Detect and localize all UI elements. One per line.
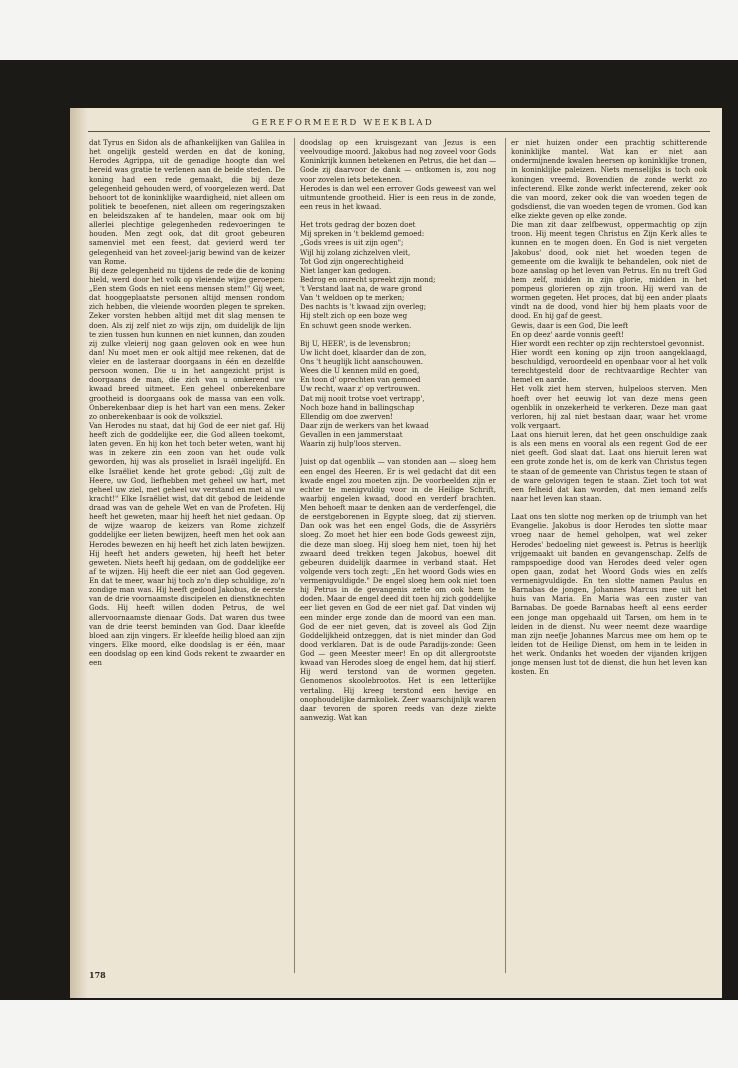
column-1-text: dat Tyrus en Sidon als de afhankelijken van Galilea in het ongelijk gesteld werden en dat de koning, Herodes Agrippa, uit de genadige hoogte dan wel bereid was gratie te verlenen aan de beide steden. De koning had een rede gemaakt, die bij deze gelegenheid gehouden werd, of voorgelezen werd. Dat behoort tot de koninklijke waardigheid, niet alleen om politiek te beoefenen, niet alleen om regeringszaken en beleidszaken af te handelen, maar ook om bij allerlei plechtige gelegenheden redevoeringen te houden. Men zegt ook, dat dit groot gebeuren samenviel met een feest, dat gevierd werd ter gelegenheid van het zoveel-jarig bewind van de keizer van Rome. Bij deze gelegenheid nu tijdens de rede die de koning hield, werd door het volk op vleiende wijze geroepen: „Een stem Gods en niet eens mensen stem!" Gij weet, dat hooggeplaatste personen altijd mensen rondom zich hebben, die vleiende woorden plegen te spreken. Zeker vorsten hebben altijd met dit slag mensen te doen. Als zij zelf niet zo wijs zijn, om duidelijk de lijn te zien tussen hun kunnen en niet kunnen, dan zouden zij zulke vleierij nog gaan geloven ook en wee hun dan! Nu moet men er ook altijd mee rekenen, dat de vleier en de lasteraar doorgaans in één en dezelfde persoon wonen. Die u in het aangezicht prijst is doorgaans de man, die zich van u omkerend uw kwaad breed uitmeet. Een geheel onberekenbare grootheid is doorgaans ook de massa van een volk. Onberekenbaar diep is het hart van een mens. Zeker zo onberekenbaar is ook de volksziel. Van Herodes nu staat, dat hij God de eer niet gaf. Hij heeft zich de goddelijke eer, die God alleen toekomt, laten geven. En hij kon het toch beter weten, want hij was in zekere zin een zoon van het oude volk geworden, hij was als proseliet in Israël ingelijfd. En elke Israëliet kende het grote gebod: „Gij zult de Heere, uw God, liefhebben met geheel uw hart, met geheel uw ziel, met geheel uw verstand en met al uw kracht!" Elke Israëliet wist, dat dit gebod de leidende draad was van de gehele Wet en van de Profeten. Hij heeft het geweten, maar hij heeft het niet gedaan. Op de wijze waarop de keizers van Rome zichzelf goddelijke eer lieten bewijzen, heeft men het ook aan Herodes bewezen en hij heeft het zich laten bewijzen. Hij heeft het anders geweten, hij heeft het beter geweten. Niets heeft hij gedaan, om de goddelijke eer af te wijzen. Hij heeft die eer niet aan God gegeven. En dat te meer, waar hij toch zo'n diep schuldige, zo'n zondige man was. Hij heeft gedood Jakobus, de eerste van de drie voornaamste discipelen en dienstknechten Gods. Hij heeft willen doden Petrus, de wel allervoornaamste dienaar Gods. Dat waren dus twee van de drie teerst beminden van God. Daar kleefde bloed aan zijn vingers. Er kleefde heilig bloed aan zijn vingers. Elke moord, elke doodslag is er één, maar een doodslag op een kind Gods rekent te zwaarder en een [89, 138, 285, 668]
column-divider [505, 138, 506, 973]
text-column-1 [89, 138, 285, 973]
column-3-text: er niet huizen onder een prachtig schitterende koninklijke mantel. Wat kan er niet aan ondermijnende kwalen heersen op koninklijke tronen, in koninklijke paleizen. Niets menselijks is toch ook koningen vreemd. Bovendien de zonde werkt zo infecterend. Elke zonde werkt infecterend, zeker ook die van moord, zeker ook die van woeden tegen de godsdienst, die van woeden tegen de vromen. God kan elke ziekte geven op elke zonde. Die man zit daar zelfbewust, oppermachtig op zijn troon. Hij meent tegen Christus en Zijn Kerk alles te kunnen en te mogen doen. En God is niet vergeten Jakobus' dood, ook niet het woeden tegen de gemeente om die kwalijk te behandelen, ook niet de boze aanslag op het leven van Petrus. En nu treft God hem zelf, midden in zijn glorie, midden in het pompeus glorieren op zijn troon. Hij werd van de wormen gegeten. Het proces, dat bij een ander plaats vindt na de dood, vond hier bij hem plaats voor de dood. En hij gaf de geest. Gewis, daar is een God, Die leeft En op deez' aarde vonnis geeft! Hier wordt een rechter op zijn rechterstoel gevonnist. Hier wordt een koning op zijn troon aangeklaagd, beschuldigd, veroordeeld en openbaar voor al het volk terechtgesteld door de rechtvaardige Rechter van hemel en aarde. Het volk ziet hem sterven, hulpeloos sterven. Men hoeft over het eeuwig lot van deze mens geen ogenblik in onzekerheid te verkeren. Deze man gaat verloren, hij zal niet bestaan daar, waar het vrome volk vergaart. Laat ons hieruit leren, dat het geen onschuldige zaak is als een mens en vooral als een regent God de eer niet geeft. God slaat dat. Laat ons hieruit leren wat een grote zonde het is, om de kerk van Christus tegen te staan of de gemeente van Christus tegen te staan of de ware gelovigen tegen te staan. Ziet toch tot wat een felheid dat kan worden, dat men iemand zelfs naar het leven kan staan. Laat ons ten slotte nog merken op de triumph van het Evangelie. Jakobus is door Herodes ten slotte maar vroeg naar de hemel geholpen, wat wel zeker Herodes' bedoeling niet geweest is. Petrus is heerlijk vrijgemaakt uit banden en gevangenschap. Zelfs de rampspoedige dood van Herodes deed veler ogen open gaan, zodat het Woord Gods wies en zelfs vermenigvuldigde. En ten slotte namen Paulus en Barnabas de jongen, Johannes Marcus mee uit het huis van Maria. En Maria was een zuster van Barnabas. De goede Barnabas heeft al eens eerder een jonge man opgehaald uit Tarsen, om hem in te leiden in de dienst. Nu weer neemt deze waardige man zijn neefje Johannes Marcus mee om hem op te leiden tot de Heilige Dienst, om hem in te leiden in het werk. Ondanks het woeden der vijanden krijgen jonge mensen lust tot de dienst, die hun het leven kan kosten. En [511, 138, 707, 677]
running-header: GEREFORMEERD WEEKBLAD [252, 118, 434, 128]
column-2-text: doodslag op een kruisgezant van Jezus is een veelvoudige moord. Jakobus had nog zoveel voor Gods Koninkrijk kunnen betekenen en Petrus, die het dan — Gode zij daarvoor de dank — ontkomen is, zou nog voor zovelen iets betekenen. Herodes is dan wel een errover Gods geweest van wel uitmuntende grootheid. Hier is een reus in de zonde, een reus in het kwaad. Het trots gedrag der bozen doet Mij spreken in 't beklemd gemoed: „Gods vrees is uit zijn ogen"; Wijl hij zolang zichzelven vleit, Tot God zijn ongerechtigheid Niet langer kan gedogen. Bedrog en onrecht spreekt zijn mond; 't Verstand laat na, de ware grond Van 't weldoen op te merken; Des nachts is 't kwaad zijn overleg; Hij stelt zich op een boze weg En schuwt geen snode werken. Bij U, HEER', is de levensbron; Uw licht doet, klaarder dan de zon, Ons 't heuglijk licht aanschouwen. Wees die U kennen mild en goed, En toon d' oprechten van gemoed Uw recht, waar z' op vertrouwen. Dat mij nooit trotse voet vertrapp', Noch boze hand in ballingschap Ellendig om doe zwerven! Daar zijn de werkers van het kwaad Gevallen in een jammerstaat Waarin zij hulp'loos sterven. Juist op dat ogenblik — van stonden aan — sloeg hem een engel des Heeren. Er is wel gedacht dat dit een kwade engel zou moeten zijn. De voorbeelden zijn er echter te menigvuldig voor in de Heilige Schrift, waarbij engelen kwaad, dood en verderf brachten. Men behoeft maar te denken aan de verderfengel, die de eerstgeborenen in Egypte sloeg, dat zij stierven. Dan ook was het een engel Gods, die de Assyriërs sloeg. Zo moet het hier een bode Gods geweest zijn, die deze man sloeg. Hij sloeg hem niet, toen hij het zwaard deed trekken tegen Jakobus, hoewel dit gebeuren duidelijk daarmee in verband staat. Het volgende vers toch zegt: „En het woord Gods wies en vermenigvuldigde." De engel sloeg hem ook niet toen hij Petrus in de gevangenis zette om ook hem te doden. Maar de engel deed dit toen hij zich goddelijke eer liet geven en God de eer niet gaf. Dat vinden wij een minder erge zonde dan de moord van een man. God de eer niet geven, dat is zoveel als God Zijn Goddelijkheid ontzeggen, dat is niet minder dan God dood verklaren. Dat is de oude Paradijs-zonde: Geen God — geen Meester meer! En op dit allergrootste kwaad van Herodes sloeg de engel hem, dat hij stierf. Hij werd terstond van de wormen gegeten. Genomenos skoolebrootos. Het is een letterlijke vertaling. Hij kreeg terstond een hevige en onophoudelijke darmkoliek. Zeer waarschijnlijk waren daar tevoren de sporen reeds van deze ziekte aanwezig. Wat kan [300, 138, 496, 722]
header-rule [88, 131, 710, 132]
text-column-2 [300, 138, 496, 973]
page-number: 178 [89, 970, 106, 980]
column-divider [294, 138, 295, 973]
text-column-3 [511, 138, 707, 973]
